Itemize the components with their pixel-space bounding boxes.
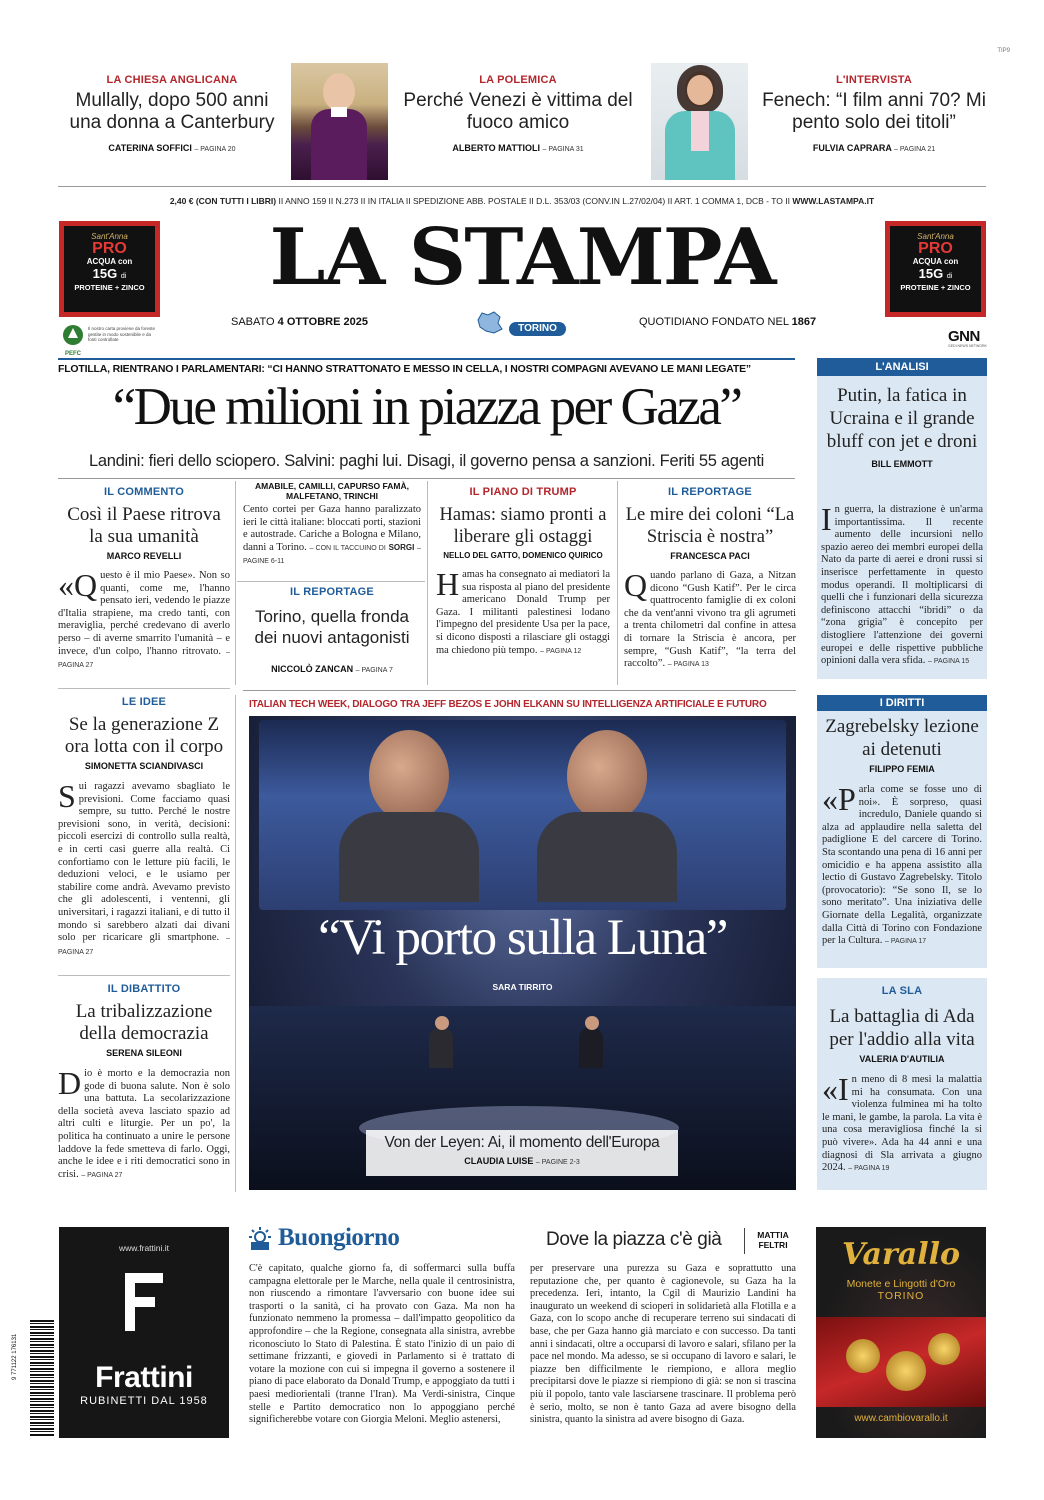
photo-caption-box[interactable] <box>366 1130 678 1176</box>
article-title: Putin, la fatica in Ucraina e il grande bluff con jet e droni <box>826 385 978 452</box>
buongiorno-icon <box>249 1227 271 1251</box>
photo-caption-byline: CLAUDIA LUISE – PAGINE 2-3 <box>464 1156 580 1166</box>
buongiorno-label: Buongiorno <box>278 1224 400 1251</box>
article-kicker: LE IDEE <box>121 696 167 708</box>
info-line: 2,40 € (CON TUTTI I LIBRI) II ANNO 159 II N.273 II IN ITALIA II SPEDIZIONE ABB. POSTALE II D.L. 353/03 (CONV.IN L.27/02/04) II ART. 1 COMMA 1, DCB - TO II WWW.LASTAMPA.IT <box>169 196 875 206</box>
article-kicker: IL REPORTAGE <box>290 586 374 598</box>
gnn-sub: GEDI NEWS NETWORK <box>948 344 987 348</box>
article-kicker: IL REPORTAGE <box>668 486 752 498</box>
teaser-photo-fenech <box>651 63 748 180</box>
photo-kicker: ITALIAN TECH WEEK, DIALOGO TRA JEFF BEZOS E JOHN ELKANN SU INTELLIGENZA ARTIFICIALE E FUTURO <box>249 699 767 710</box>
article-title: Torino, quella fronda dei nuovi antagonisti <box>254 607 410 647</box>
article-body: In guerra, la distrazione è un'arma importantissima. Il recente aumento delle incursioni nello spazio aereo dei membri europei della Nato da parte di aerei e droni russi si inserisce perfettamente in questo modus operandi. Il moltiplicarsi di quelli che i funzionari della sicurezza definiscono attacchi “ibridi” o da “zona grigia” è concepito per distogliere l'attenzione dei governi europei e delle rispettive pubbliche opinioni dalla vera sfida. – PAGINA 15 <box>821 501 983 667</box>
article-title: La tribalizzazione della democrazia <box>75 1001 213 1044</box>
right-sla[interactable] <box>817 978 987 1190</box>
article-commento[interactable] <box>58 486 230 673</box>
ad-santanna-left[interactable]: Sant'Anna PRO ACQUA con 15G di PROTEINE + ZINCO <box>59 221 160 317</box>
piedmont-map-icon <box>476 311 504 335</box>
article-kicker: IL COMMENTO <box>103 486 185 498</box>
page-code: TIP9 <box>997 48 1010 54</box>
article-title: Zagrebelsky lezione ai detenuti <box>825 716 979 760</box>
ad-brand: Varallo <box>841 1237 960 1272</box>
teaser-byline: CATERINA SOFFICI – PAGINA 20 <box>108 143 236 153</box>
article-title: Hamas: siamo pronti a liberare gli ostaggi <box>439 505 607 547</box>
lead-subhead: Landini: fieri dello sciopero. Salvini: paghi lui. Disagi, il governo pensa a sanzioni. Feriti 55 agenti <box>88 452 765 470</box>
article-title: Se la generazione Z ora lotta con il corpo <box>64 714 224 757</box>
gnn-logo: GNN <box>948 328 980 345</box>
teaser-photo-bishop <box>291 63 388 180</box>
barcode <box>30 1320 54 1436</box>
frattini-logo-icon <box>121 1273 167 1331</box>
ad-santanna-right[interactable]: Sant'Anna PRO ACQUA con 15G di PROTEINE + ZINCO <box>885 221 986 317</box>
teaser-kicker: LA POLEMICA <box>479 74 557 86</box>
barcode-number: 9 771122 176131 <box>12 1333 18 1380</box>
masthead-logo[interactable]: LA STAMPA <box>269 212 775 303</box>
article-title: Le mire dei coloni “La Striscia è nostra” <box>625 505 795 547</box>
masthead-date: SABATO 4 OTTOBRE 2025 <box>231 316 368 328</box>
ad-line1: Monete e Lingotti d'Oro <box>846 1278 956 1290</box>
article-byline: NICCOLÒ ZANCAN – PAGINA 7 <box>271 664 393 674</box>
buongiorno-text-1: C'è capitato, qualche giorno fa, di soffermarci sulla buffa campagna elettorale per le Marche, nella quale il centrosinistra, non riuscendo a rimontare l'avversario con buone idee sui trasporti o la sanità, ci ha provato con Gaza. Ma non ha funzionato nemmeno la promessa – dall'impatto geopolitico da approfondire – che la Regione, consegnata alla sinistra, avrebbe riconosciuto lo Stato di Palestina. È stato l'inizio di un paio di settimane frizzanti, e giovedì in Parlamento si è trattato di votare la mozione con cui si impegna il governo a sostenere il piano di pace elaborato da Donald Trump, e appoggiato da tutti i paesi mediorientali (tranne l'Iran). Ma Verdi-sinistra, Cinque stelle e Partito democratico non lo appoggiano perché significherebbe votare con Giorgia Meloni. Meglio astenersi, <box>249 1263 515 1426</box>
article-byline: BILL EMMOTT <box>871 459 933 469</box>
article-body: Cento cortei per Gaza hanno paralizzato ieri le città italiane: bloccati porti, stazioni e autostrade. Cariche a Bologna e Milano, danni a Torino. – CON IL TACCUINO DI SORGI – PAGINE 6-11 <box>243 504 422 566</box>
article-byline: FILIPPO FEMIA <box>869 764 935 774</box>
ad-frattini[interactable] <box>59 1227 229 1438</box>
article-title: Così il Paese ritrova la sua umanità <box>67 504 221 547</box>
article-dibattito[interactable] <box>58 983 230 1182</box>
edition-badge[interactable]: TORINO <box>509 322 566 336</box>
teaser-3[interactable] <box>756 74 992 153</box>
ad-brand: Frattini <box>95 1361 193 1394</box>
article-authors: AMABILE, CAMILLI, CAPURSO FAMÀ, MALFETANO, TRINCHI <box>255 481 409 501</box>
buongiorno-title[interactable]: Dove la piazza c'è già <box>546 1229 722 1250</box>
article-torino[interactable] <box>243 586 421 674</box>
buongiorno-author: MATTIA FELTRI <box>757 1230 789 1250</box>
masthead-founded: QUOTIDIANO FONDATO NEL 1867 <box>639 316 817 328</box>
teaser-1[interactable] <box>58 74 286 153</box>
pefc-text: Il nostro carta proviene da foreste gestite in modo sostenibile e da fonti controllate <box>88 326 156 342</box>
article-kicker: LA SLA <box>881 985 923 997</box>
article-hamas[interactable] <box>436 486 610 658</box>
article-coloni[interactable] <box>624 486 796 672</box>
article-body: «Parla come se fosse uno di noi». È sorpreso, quasi incredulo, Daniele quando si alza ad applaudire nella saletta del padiglione E del carcere di Torino. Sta scontando una pena di 16 anni per omicidio e ha appena assistito alla lectio di Gustavo Zagrebelsky. Titolo (provocatorio): “Se sono Il, se lo sono meritato”. Una iniziativa delle Giornate della Legalità, organizzate dalla Città di Torino con Fondazione per la Cultura. – PAGINA 17 <box>822 781 982 947</box>
article-cortei[interactable] <box>243 481 421 569</box>
ad-url: www.frattini.it <box>118 1243 170 1253</box>
teaser-byline: FULVIA CAPRARA – PAGINA 21 <box>812 143 936 153</box>
photo-quote: “Vi porto sulla Luna” <box>318 910 727 966</box>
teaser-byline: ALBERTO MATTIOLI – PAGINA 31 <box>452 143 584 153</box>
article-idee[interactable] <box>58 696 230 959</box>
teaser-kicker: L'INTERVISTA <box>835 74 913 86</box>
teaser-title: Fenech: “I film anni 70? Mi pento solo dei titoli” <box>762 90 986 133</box>
pefc-logo-icon: PEFC <box>60 324 86 354</box>
photo-caption: Von der Leyen: Ai, il momento dell'Europa <box>384 1134 660 1151</box>
lead-headline[interactable]: “Due milioni in piazza per Gaza” <box>112 378 741 436</box>
article-body: Sui ragazzi avevamo sbagliato le previsioni. Come facciamo quasi sempre, su tutto. Perché le nostre previsioni sono, in verità, decisioni: piccoli esercizi di controllo sulla realtà, e in certi casi guerre alla realtà. Ci confortiamo con le letture più facili, le deduzioni veloci, e le usiamo per stabilire come andrà. Avevamo previsto che gli adolescenti, i ventenni, gli universitari, i ragazzi italiani, e di tutto il mondo si sarebbero alzati dai divani solo per ricaricare gli smartphone. – PAGINA 27 <box>58 778 231 956</box>
lead-kicker: FLOTILLA, RIENTRANO I PARLAMENTARI: “CI HANNO STRATTONATO E MESSO IN CELLA, I NOSTRI COMPAGNI AVEVANO LE MANI LEGATE” <box>58 363 751 375</box>
teaser-2[interactable] <box>403 74 633 153</box>
photo-author: SARA TIRRITO <box>492 982 553 992</box>
article-byline: FRANCESCA PACI <box>670 551 750 561</box>
article-byline: SERENA SILEONI <box>106 1048 182 1058</box>
article-body: «Questo è il mio Paese». Non so quanti, come me, l'hanno pensato ieri, vedendo le piazze d'Italia strapiene, ma credo tanti, con meraviglia, perché credevano di averlo perso – di averne smarrito l'umanità – e invece, d'un colpo, l'hanno ritrovato. – PAGINA 27 <box>58 567 230 670</box>
article-body: «In meno di 8 mesi la malattia mi ha consumata. Con una violenza fulminea mi ha tolto le mani, le gambe, la parola. La vita è una cosa meravigliosa finché la si può vivere». Ada ha 44 anni e una diagnosi di Sla arrivata a giugno 2024. – PAGINA 19 <box>822 1071 982 1174</box>
ad-url: www.cambiovarallo.it <box>854 1413 948 1424</box>
right-diritti[interactable] <box>817 695 987 968</box>
article-byline: NELLO DEL GATTO, DOMENICO QUIRICO <box>443 551 603 560</box>
ad-varallo[interactable] <box>816 1227 986 1438</box>
section-bar: L'ANALISI <box>817 358 987 376</box>
article-title: La battaglia di Ada per l'addio alla vita <box>829 1006 975 1050</box>
article-byline: MARCO REVELLI <box>106 551 182 561</box>
article-body: Hamas ha consegnato ai mediatori la sua risposta al piano del presidente americano Donald Trump per Gaza. I militanti palestinesi lodano l'impegno del presidente Usa per la pace, si dicono disposti a rilasciare gli ostaggi ma chiedono più tempo. – PAGINA 12 <box>436 566 610 656</box>
article-byline: VALERIA D'AUTILIA <box>859 1054 945 1064</box>
section-bar: I DIRITTI <box>817 695 987 711</box>
article-body: Quando parlano di Gaza, a Nitzan dicono “Gush Katif”. Per le circa quattrocento famiglie di ex coloni che da vent'anni vivono tra gli agrumeti a trenta chilometri dal confine in attesa di tornare la Striscia è ancora, per sempre, “Gush Katif”, “la terra del raccolto”. – PAGINA 13 <box>624 567 796 670</box>
article-byline: SIMONETTA SCIANDIVASCI <box>84 761 204 771</box>
teaser-title: Perché Venezi è vittima del fuoco amico <box>403 90 633 133</box>
ad-line2: TORINO <box>877 1290 925 1302</box>
teaser-title: Mullally, dopo 500 anni una donna a Canterbury <box>69 90 275 133</box>
article-kicker: IL PIANO DI TRUMP <box>469 486 577 498</box>
article-body: Dio è morto e la democrazia non gode di buona salute. Non è solo una battuta. La secolarizzazione della società aveva lasciato spazio ad altri culti e liturgie. Per un po', la politica ha continuato a unire le persone laddove la fede smetteva di farlo. Oggi, anche le idee e i riti democratici sono in crisi. – PAGINA 27 <box>58 1065 230 1180</box>
buongiorno-text-2: per preservare una purezza su Gaza e soprattutto una reputazione che, per quanto è cagionevole, su Gaza ha la precedenza. Ieri, intanto, la Cgil di Maurizio Landini ha inaugurato un weekend di scioperi in solidarietà alla Flotilla e a Gaza, con lo scopo anche di recuperare terreno sui sindacati di base, che per Gaza hanno già marciato e con successo. Da tanti anni i sindacati, oltre a occuparsi di lavoro e salari, sfilano per la pace nel mondo. Ma adesso, se si occupano di lavoro e salari, le piazze ben difficilmente le riempiono, e allora meglio precipitarsi dove le piazze si riempiono di già: se non si trascina più il popolo, tanto vale lasciarsene trascinare. Il problema però è serio, molto, se non è tanto Gaza ad avere bisogno della sinistra, quanto la sinistra ad avere bisogno di Gaza. <box>530 1263 796 1426</box>
ad-tagline: RUBINETTI DAL 1958 <box>80 1395 208 1407</box>
teaser-kicker: LA CHIESA ANGLICANA <box>106 74 238 86</box>
article-kicker: IL DIBATTITO <box>107 983 181 995</box>
right-analisi-body <box>817 501 987 669</box>
